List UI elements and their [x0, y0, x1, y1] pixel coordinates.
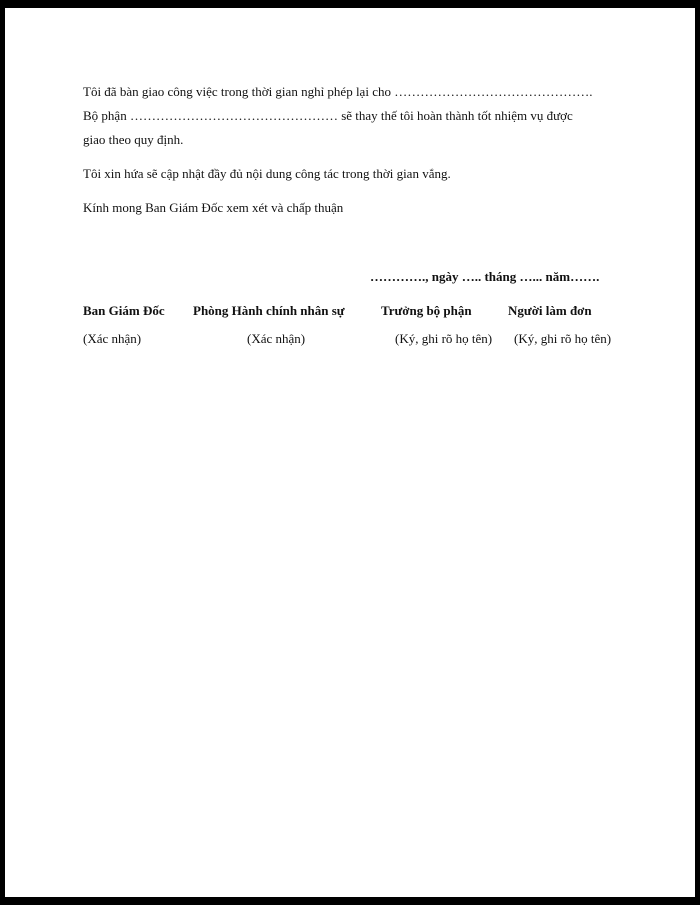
signature-title-hr: Phòng Hành chính nhân sự [193, 303, 345, 318]
signature-title-board: Ban Giám Đốc [83, 303, 165, 318]
document-page [5, 8, 695, 897]
signature-title-applicant: Người làm đơn [508, 303, 592, 318]
promise-paragraph: Tôi xin hứa sẽ cập nhật đầy đủ nội dung công tác trong thời gian vắng. [83, 166, 451, 181]
signature-note-applicant: (Ký, ghi rõ họ tên) [514, 331, 612, 346]
signature-note-dept-head: (Ký, ghi rõ họ tên) [395, 331, 493, 346]
handover-paragraph-line-1: Tôi đã bàn giao công việc trong thời gian nghỉ phép lại cho ………………………………………. [83, 84, 593, 99]
signature-note-board: (Xác nhận) [83, 331, 142, 346]
signature-note-hr: (Xác nhận) [247, 331, 306, 346]
request-paragraph: Kính mong Ban Giám Đốc xem xét và chấp thuận [83, 200, 344, 215]
date-place-line: …………., ngày ….. tháng …... năm……. [370, 269, 600, 284]
signature-title-dept-head: Trưởng bộ phận [381, 303, 472, 318]
handover-paragraph-line-3: giao theo quy định. [83, 132, 184, 147]
handover-paragraph-line-2: Bộ phận ………………………………………… sẽ thay thế tôi hoàn thành tốt nhiệm vụ được [83, 108, 573, 123]
